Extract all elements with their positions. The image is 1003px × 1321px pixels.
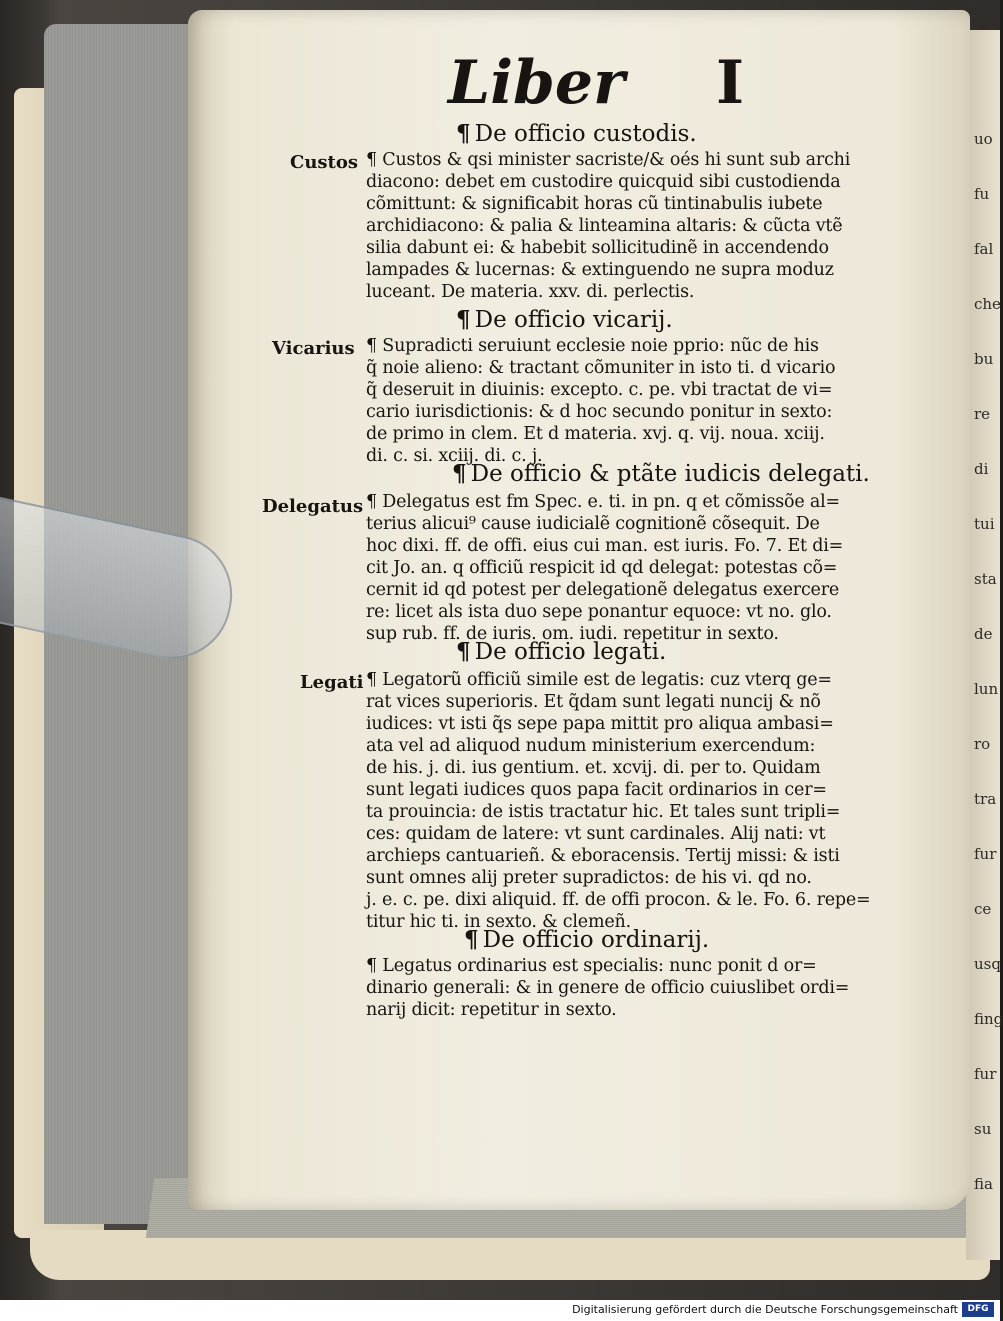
- text-line: sunt omnes alij preter supradictos: de his vi. qd no.: [366, 868, 812, 888]
- section-heading-custodis: ¶ De officio custodis.: [456, 120, 697, 147]
- facing-page-fragment: fur: [974, 1065, 997, 1083]
- facing-page-fragment: bu: [974, 350, 994, 368]
- margin-note-vicarius: Vicarius: [272, 338, 355, 359]
- pilcrow-icon: ¶: [464, 926, 479, 953]
- text-line: titur hic ti. in sexto. & clemeñ.: [366, 912, 631, 932]
- facing-page-fragment: de: [974, 625, 993, 643]
- text-line: sup rub. ff. de iuris. om. iudi. repetitur in sexto.: [366, 624, 779, 644]
- pilcrow-icon: ¶: [452, 460, 467, 487]
- facing-page-fragment: usq: [974, 955, 1001, 973]
- text-line: rat vices superioris. Et q̃dam sunt legati nuncij & nõ: [366, 692, 821, 712]
- facing-page-fragment: fing: [974, 1010, 1003, 1028]
- text-line: lampades & lucernas: & extinguendo ne supra moduz: [366, 260, 834, 280]
- text-line: narij dicit: repetitur in sexto.: [366, 1000, 617, 1020]
- facing-page-fragment: di: [974, 460, 989, 478]
- text-line: ¶ Legatus ordinarius est specialis: nunc ponit d or=: [366, 956, 817, 976]
- facing-page-fragment: uo: [974, 130, 993, 148]
- facing-page-fragment: fur: [974, 845, 997, 863]
- text-line: ¶ Delegatus est fm Spec. e. ti. in pn. q et cõmissõe al=: [366, 492, 840, 512]
- funding-credit: Digitalisierung gefördert durch die Deutsche Forschungsgemeinschaft: [572, 1303, 958, 1316]
- dfg-logo: DFG: [962, 1302, 994, 1317]
- pilcrow-icon: ¶: [456, 306, 471, 333]
- text-line: luceant. De materia. xxv. di. perlectis.: [366, 282, 695, 302]
- text-line: cit Jo. an. q officiũ respicit id qd delegat: potestas cõ=: [366, 558, 838, 578]
- margin-note-custos: Custos: [290, 152, 359, 173]
- text-line: archieps cantuarieñ. & eboracensis. Tertij missi: & isti: [366, 846, 840, 866]
- facing-page-fragment: re: [974, 405, 991, 423]
- text-line: ta prouincia: de istis tractatur hic. Et tales sunt tripli=: [366, 802, 841, 822]
- book-number: I: [716, 48, 745, 118]
- facing-page-fragment: ro: [974, 735, 991, 753]
- text-line: dinario generali: & in genere de officio cuiuslibet ordi=: [366, 978, 850, 998]
- text-line: iudices: vt isti q̃s sepe papa mittit pro aliqua ambasi=: [366, 714, 834, 734]
- facing-page-fragment: che: [974, 295, 1001, 313]
- section-heading-ordinarij: ¶ De officio ordinarij.: [464, 926, 710, 953]
- text-line: sunt legati iudices quos papa facit ordinarios in cer=: [366, 780, 827, 800]
- facing-page-fragment: fu: [974, 185, 990, 203]
- facing-page-fragment: su: [974, 1120, 992, 1138]
- facing-page-fragment: fal: [974, 240, 994, 258]
- section-heading-delegati: ¶ De officio & ptãte iudicis delegati.: [452, 460, 870, 487]
- text-line: di. c. si. xciij. di. c. j.: [366, 446, 543, 466]
- text-line: q̃ noie alieno: & tractant cõmuniter in isto ti. d vicario: [366, 358, 836, 378]
- running-title: Liber: [448, 48, 625, 118]
- text-line: de primo in clem. Et d materia. xvj. q. vij. noua. xciij.: [366, 424, 825, 444]
- facing-page-fragment: fia: [974, 1175, 993, 1193]
- facing-page-fragment: lun: [974, 680, 999, 698]
- text-line: j. e. c. pe. dixi aliquid. ff. de offi procon. & le. Fo. 6. repe=: [366, 890, 871, 910]
- text-line: silia dabunt ei: & habebit sollicitudinẽ in accendendo: [366, 238, 829, 258]
- text-line: re: licet als ista duo sepe ponantur equoce: vt no. glo.: [366, 602, 832, 622]
- facing-page-fragment: tra: [974, 790, 997, 808]
- text-line: cernit id qd potest per delegationẽ delegatus exercere: [366, 580, 840, 600]
- facing-page-fragment: tui: [974, 515, 995, 533]
- text-line: archidiacono: & palia & linteamina altaris: & cũcta vtẽ: [366, 216, 843, 236]
- text-line: diacono: debet em custodire quicquid sibi custodienda: [366, 172, 841, 192]
- pilcrow-icon: ¶: [456, 638, 471, 665]
- text-line: q̃ deseruit in diuinis: excepto. c. pe. vbi tractat de vi=: [366, 380, 833, 400]
- footer-bar: [0, 1300, 1000, 1321]
- margin-note-delegatus: Delegatus: [262, 496, 364, 517]
- text-line: ¶ Custos & qsi minister sacriste/& oés hi sunt sub archi: [366, 150, 851, 170]
- facing-page-fragment: sta: [974, 570, 997, 588]
- text-line: cõmittunt: & significabit horas cũ tintinabulis iubete: [366, 194, 823, 214]
- section-heading-legati: ¶ De officio legati.: [456, 638, 667, 665]
- text-line: ces: quidam de latere: vt sunt cardinales. Alij nati: vt: [366, 824, 826, 844]
- pilcrow-icon: ¶: [456, 120, 471, 147]
- text-line: hoc dixi. ff. de offi. eius cui man. est iuris. Fo. 7. Et di=: [366, 536, 844, 556]
- text-line: terius alicui⁹ cause iudicialẽ cognitionẽ cõsequit. De: [366, 514, 820, 534]
- text-line: ¶ Supradicti seruiunt ecclesie noie pprio: nũc de his: [366, 336, 819, 356]
- facing-page-fragment: ce: [974, 900, 992, 918]
- section-heading-vicarij: ¶ De officio vicarij.: [456, 306, 673, 333]
- text-line: ata vel ad aliquod nudum ministerium exercendum:: [366, 736, 816, 756]
- margin-note-legati: Legati: [300, 672, 364, 693]
- text-line: ¶ Legatorũ officiũ simile est de legatis: cuz vterq ge=: [366, 670, 832, 690]
- text-line: de his. j. di. ius gentium. et. xcvij. di. per to. Quidam: [366, 758, 821, 778]
- text-line: cario iurisdictionis: & d hoc secundo ponitur in sexto:: [366, 402, 833, 422]
